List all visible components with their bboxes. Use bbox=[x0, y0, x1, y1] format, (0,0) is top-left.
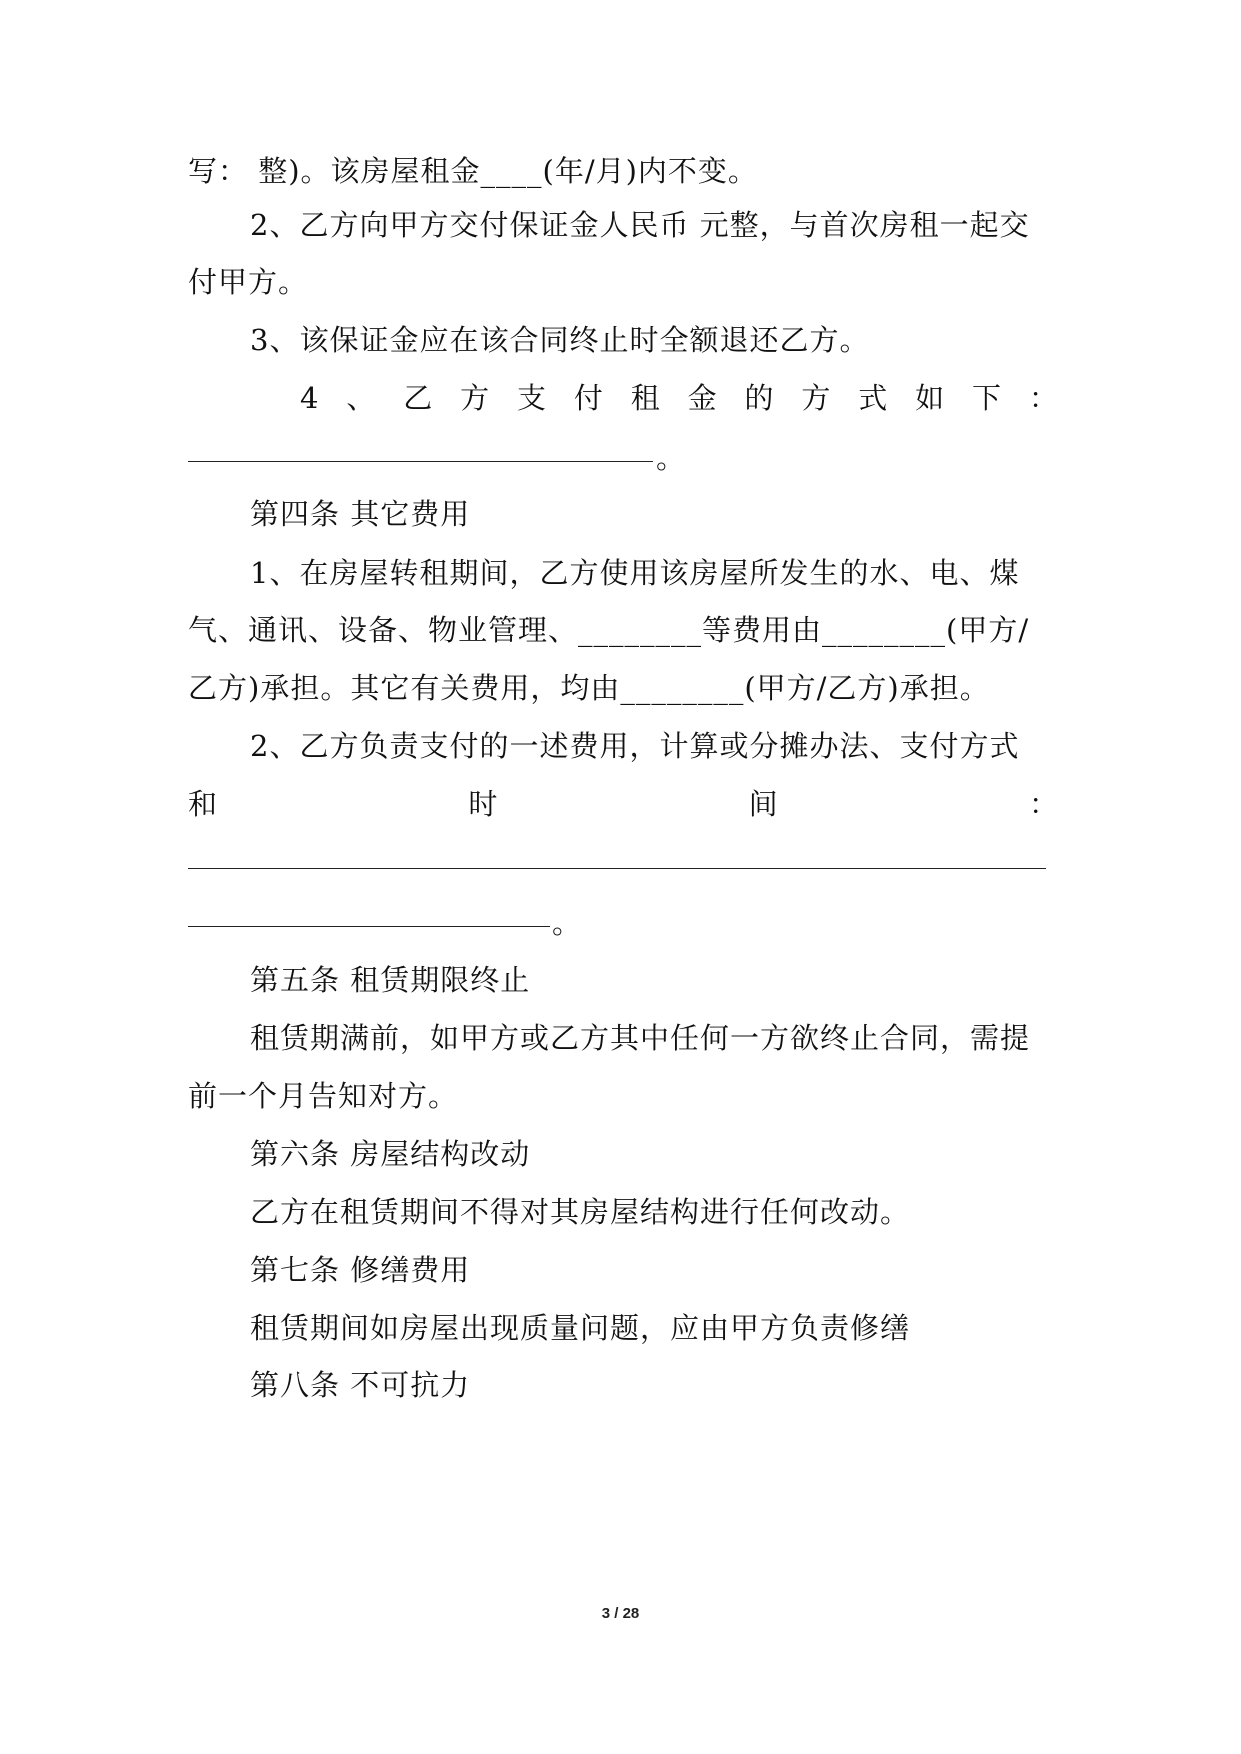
section-heading: 第四条 其它费用 bbox=[250, 497, 471, 531]
text-line: 气、通讯、设备、物业管理、________等费用由________(甲方/ bbox=[188, 613, 1030, 647]
spaced-char: 时 bbox=[468, 787, 498, 821]
spaced-text-line bbox=[188, 784, 1058, 824]
text-line: 1、在房屋转租期间，乙方使用该房屋所发生的水、电、煤 bbox=[250, 556, 1020, 590]
section-heading: 第八条 不可抗力 bbox=[250, 1368, 471, 1402]
spaced-char: 式 bbox=[858, 381, 888, 415]
spaced-char: 、 bbox=[346, 381, 376, 415]
spaced-char: 的 bbox=[744, 381, 774, 415]
page-number: 3 / 28 bbox=[601, 1605, 640, 1622]
spaced-char: 乙 bbox=[403, 381, 433, 415]
text-line: 乙方在租赁期间不得对其房屋结构进行任何改动。 bbox=[250, 1195, 911, 1229]
blank-fill-line bbox=[188, 461, 653, 462]
spaced-char: 间 bbox=[748, 787, 778, 821]
period-mark: 。 bbox=[552, 906, 582, 940]
spaced-char: 和 bbox=[188, 787, 218, 821]
text-line: 3、该保证金应在该合同终止时全额退还乙方。 bbox=[250, 323, 870, 357]
spaced-char: 如 bbox=[915, 381, 945, 415]
spaced-char: 4 bbox=[300, 381, 319, 415]
text-line: 租赁期满前，如甲方或乙方其中任何一方欲终止合同，需提 bbox=[250, 1021, 1031, 1055]
section-heading: 第七条 修缮费用 bbox=[250, 1253, 471, 1287]
section-heading: 第五条 租赁期限终止 bbox=[250, 963, 531, 997]
text-line: 2、乙方负责支付的一述费用，计算或分摊办法、支付方式 bbox=[250, 729, 1020, 763]
spaced-char: 付 bbox=[573, 381, 603, 415]
spaced-char: 方 bbox=[801, 381, 831, 415]
text-line: 写： 整)。该房屋租金____(年/月)内不变。 bbox=[188, 154, 758, 188]
period-mark: 。 bbox=[656, 441, 686, 475]
blank-fill-line bbox=[188, 868, 1046, 869]
text-line: 前一个月告知对方。 bbox=[188, 1079, 459, 1113]
text-line: 乙方)承担。其它有关费用，均由________(甲方/乙方)承担。 bbox=[188, 671, 990, 705]
text-line: 付甲方。 bbox=[188, 265, 309, 299]
spaced-char: 租 bbox=[630, 381, 660, 415]
spaced-text-line bbox=[300, 378, 1058, 418]
blank-fill-line bbox=[188, 926, 550, 927]
text-line: 2、乙方向甲方交付保证金人民币 元整，与首次房租一起交 bbox=[250, 208, 1030, 242]
spaced-char: 下 bbox=[971, 381, 1001, 415]
text-line: 租赁期间如房屋出现质量问题，应由甲方负责修缮 bbox=[250, 1311, 911, 1345]
spaced-char: 金 bbox=[687, 381, 717, 415]
spaced-char: 方 bbox=[460, 381, 490, 415]
spaced-char: ： bbox=[1028, 381, 1058, 415]
section-heading: 第六条 房屋结构改动 bbox=[250, 1137, 531, 1171]
spaced-char: 支 bbox=[516, 381, 546, 415]
spaced-char: ： bbox=[1028, 787, 1058, 821]
